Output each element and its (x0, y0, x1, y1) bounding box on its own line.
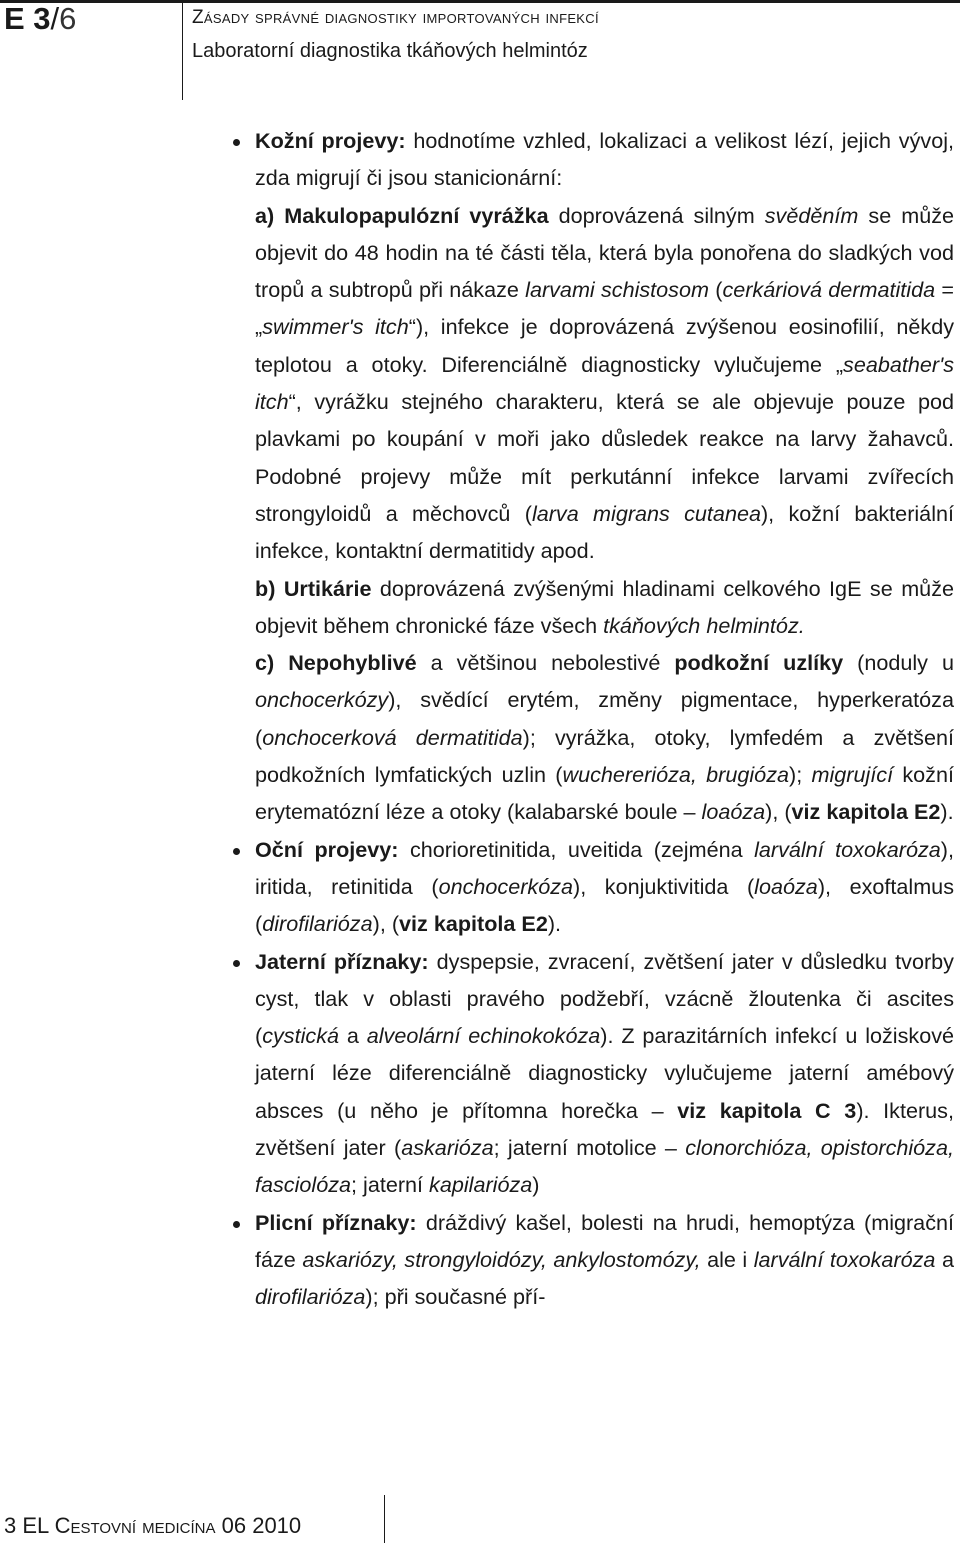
chapter-reference: viz kapitola E2 (791, 799, 941, 825)
top-rule (0, 0, 960, 3)
italic-run: dirofilarióza (255, 1284, 366, 1310)
ocni-label: Oční projevy: (255, 836, 399, 862)
list-item-kozni (233, 122, 954, 831)
text-run: ); při současné pří- (365, 1284, 546, 1310)
bullet-icon (233, 1221, 240, 1228)
italic-run: wuchererióza, brugióza (562, 762, 790, 788)
italic-run: tkáňových helmintóz. (603, 612, 805, 638)
kozni-b (255, 570, 954, 645)
text-run: dyspepsie, zvracení, zvětšení jater v důsledku tvorby cyst, tlak v oblasti pravého podžebří, vzácně žloutenka či ascites ( (255, 948, 954, 1049)
text-run: a většinou nebolestivé (416, 650, 675, 676)
article-body (233, 122, 954, 1316)
list-item-jaterni (233, 943, 954, 1204)
kozni-a (255, 197, 954, 570)
text-run: ( (708, 277, 723, 303)
header-subtitle: Laboratorní diagnostika tkáňových helmintóz (192, 40, 588, 62)
bold-run: podkožní uzlíky (674, 650, 844, 676)
text-run: ), konjuktivitida ( (573, 873, 755, 899)
text-run: ). Z parazitárních infekcí u ložiskové jaterní léze diferenciálně diagnosticky vylučujeme jaterní amébový absces (u něho je přítomna horečka – (255, 1023, 955, 1123)
italic-run: larva migrans cutanea (531, 500, 761, 526)
text-run: a (339, 1023, 367, 1049)
section-code: E 3 (4, 1, 51, 36)
text-run: dráždivý kašel, bolesti na hrudi, hemoptýza (migrační fáze (255, 1209, 955, 1272)
text-run: ), iritida, retinitida ( (255, 836, 954, 899)
italic-run: cystická (262, 1023, 339, 1049)
text-run: kožní erytematózní léze a otoky (kalabarské boule – (255, 762, 954, 825)
header-divider (182, 0, 183, 100)
text-run: ). Ikterus, zvětšení jater ( (255, 1097, 954, 1161)
text-run: “), infekce je doprovázená zvýšenou eosinofilií, někdy teplotou a otoky. Diferenciálně diagnosticky vylučujeme „ (255, 314, 954, 377)
italic-run: alveolární echinokokóza (366, 1023, 601, 1049)
kozni-intro (255, 122, 954, 197)
bullet-icon (233, 960, 240, 967)
header-title: Zásady správné diagnostiky importovaných infekcí (192, 7, 599, 28)
italic-run: swimmer's itch (262, 314, 409, 340)
text-run: ; jaterní motolice – (493, 1135, 686, 1161)
italic-run: loaóza (701, 799, 766, 825)
italic-run: kapilarióza (429, 1172, 533, 1198)
italic-run: loaóza (754, 873, 818, 899)
plicni-text (255, 1204, 954, 1316)
text-run: ; jaterní (351, 1172, 430, 1198)
italic-run: cerkáriová dermatitida (722, 277, 936, 303)
page-separator: / (50, 1, 60, 36)
italic-run: larvální toxokaróza (753, 1246, 936, 1272)
italic-run: dirofilarióza (262, 911, 373, 937)
italic-run: askariózy, strongyloidózy, ankylostomózy, (302, 1246, 701, 1272)
text-run: ), ( (372, 911, 400, 937)
chapter-reference: viz kapitola E2 (399, 911, 548, 937)
italic-run: larvami schistosom (525, 277, 709, 303)
text-run: doprovázená zvýšenými hladinami celkového IgE se může objevit během chronické fáze všech (255, 575, 954, 638)
list-item-plicni (233, 1204, 954, 1316)
text-run: ). (940, 799, 954, 825)
plicni-label: Plicní příznaky: (255, 1209, 417, 1235)
kozni-c-label: c) Nepohyblivé (255, 650, 417, 676)
text-run: ), exoftalmus ( (255, 873, 954, 937)
kozni-b-label: b) Urtikárie (255, 575, 372, 601)
text-run: ). (547, 911, 562, 937)
text-run: ); vyrážka, otoky, lymfedém a zvětšení podkožních lymfatických uzlin ( (255, 724, 954, 788)
italic-run: onchocerkóza (438, 873, 574, 899)
kozni-label: Kožní projevy: (255, 128, 406, 153)
text-run: ), kožní bakteriální infekce, kontaktní dermatitidy apod. (255, 500, 954, 564)
text-run: ); (789, 762, 812, 788)
footer (4, 1512, 301, 1540)
italic-run: onchocerkózy (255, 687, 389, 713)
kozni-intro-text: hodnotíme vzhled, lokalizaci a velikost lézí, jejich vývoj, zda migrují či jsou stanicionární: (255, 128, 954, 191)
italic-run: clonorchióza, opistorchióza, fasciolóza (255, 1135, 954, 1198)
text-run: = „ (255, 277, 954, 340)
text-run: ) (532, 1172, 540, 1198)
italic-run: onchocerková dermatitida (262, 724, 523, 750)
jaterni-label: Jaterní příznaky: (255, 948, 429, 974)
bullet-icon (233, 848, 240, 855)
text-run: ), ( (765, 799, 792, 825)
italic-run: larvální toxokaróza (754, 836, 941, 862)
footer-divider (384, 1495, 385, 1543)
italic-run: seabather's itch (255, 351, 954, 415)
footer-journal: Cestovní medicína (54, 1513, 216, 1538)
kozni-a-label: a) Makulopapulózní vyrážka (255, 202, 549, 228)
list-item-ocni (233, 831, 954, 943)
text-run: ), svědící erytém, změny pigmentace, hyperkeratóza ( (255, 687, 954, 750)
text-run: ale i (700, 1246, 754, 1272)
text-run: doprovázená silným (548, 202, 765, 228)
text-run: (noduly u (843, 650, 954, 676)
italic-run: svěděním (764, 202, 859, 228)
chapter-reference: viz kapitola C 3 (677, 1097, 857, 1123)
bullet-icon (233, 139, 240, 146)
italic-run: askarióza (401, 1135, 494, 1161)
footer-issue: 3 EL (4, 1513, 49, 1538)
footer-date: 06 2010 (221, 1513, 302, 1538)
text-run: chorioretinitida, uveitida (zejména (398, 836, 755, 862)
jaterni-text (255, 943, 954, 1204)
text-run: a (935, 1246, 954, 1272)
italic-run: migrující (811, 762, 894, 788)
text-run: “, vyrážku stejného charakteru, která se ale objevuje pouze pod plavkami po koupání v moři jako důsledek reakce na larvy žahavců. Podobné projevy může mít perkutánní infekce larvami zvířecích strongyloidů a měchovců ( (255, 389, 954, 526)
page-index: 6 (59, 1, 77, 36)
ocni-text (255, 831, 954, 943)
kozni-c (255, 644, 954, 830)
text-run: se může objevit do 48 hodin na té části těla, která byla ponořena do sladkých vod tropů a subtropů při nákaze (255, 202, 955, 303)
page-number (4, 2, 76, 36)
